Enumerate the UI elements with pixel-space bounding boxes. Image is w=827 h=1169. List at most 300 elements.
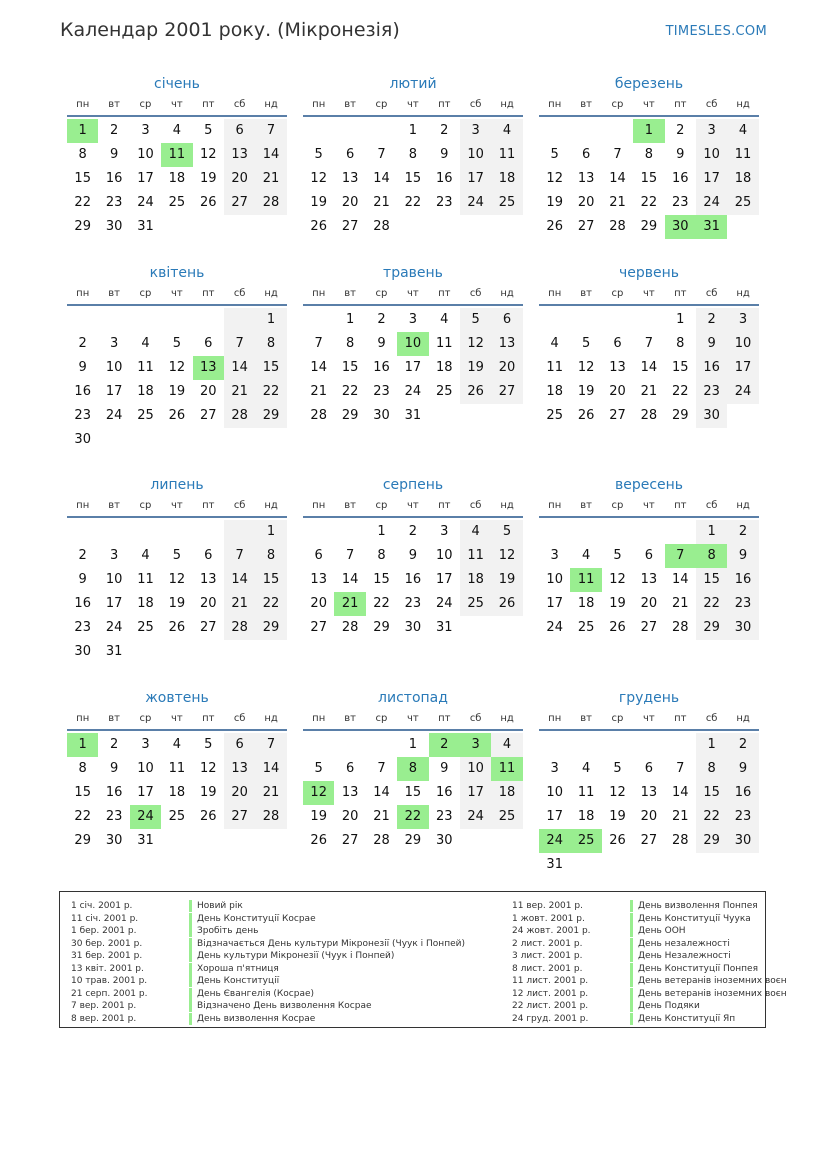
- day-cell[interactable]: 24: [435, 596, 453, 611]
- day-cell[interactable]: 29: [640, 219, 658, 234]
- day-cell[interactable]: 22: [404, 195, 422, 210]
- day-cell[interactable]: 18: [546, 384, 563, 399]
- day-cell[interactable]: 1: [633, 119, 664, 143]
- day-cell[interactable]: 18: [491, 781, 522, 805]
- day-cell[interactable]: 11: [460, 544, 491, 568]
- day-cell[interactable]: 14: [224, 568, 255, 592]
- day-cell[interactable]: 8: [377, 548, 386, 563]
- day-cell[interactable]: 12: [199, 147, 217, 162]
- day-cell[interactable]: 30: [435, 833, 453, 848]
- day-cell[interactable]: 10: [460, 143, 491, 167]
- day-cell[interactable]: 9: [440, 147, 449, 162]
- day-cell[interactable]: 13: [199, 572, 217, 587]
- day-cell[interactable]: 9: [440, 761, 449, 776]
- day-cell[interactable]: 24: [460, 191, 491, 215]
- day-cell[interactable]: 12: [168, 572, 186, 587]
- day-cell[interactable]: 31: [137, 219, 154, 234]
- day-cell[interactable]: 1: [408, 737, 417, 752]
- day-cell[interactable]: 10: [435, 548, 453, 563]
- day-cell[interactable]: 1: [67, 733, 98, 757]
- day-cell[interactable]: 7: [377, 147, 386, 162]
- day-cell[interactable]: 30: [74, 644, 91, 659]
- day-cell[interactable]: 8: [696, 757, 727, 781]
- day-cell[interactable]: 21: [640, 384, 658, 399]
- day-cell[interactable]: 7: [345, 548, 355, 563]
- day-cell[interactable]: 8: [644, 147, 653, 162]
- day-cell[interactable]: 23: [404, 596, 422, 611]
- day-cell[interactable]: 20: [310, 596, 327, 611]
- day-cell[interactable]: 21: [609, 195, 626, 210]
- day-cell[interactable]: 19: [460, 356, 491, 380]
- day-cell[interactable]: 12: [609, 785, 626, 800]
- day-cell[interactable]: 14: [224, 356, 255, 380]
- day-cell[interactable]: 23: [105, 809, 123, 824]
- day-cell[interactable]: 20: [224, 167, 255, 191]
- day-cell[interactable]: 2: [429, 733, 460, 757]
- day-cell[interactable]: 19: [199, 171, 217, 186]
- day-cell[interactable]: 14: [671, 572, 689, 587]
- day-cell[interactable]: 2: [109, 737, 119, 752]
- day-cell[interactable]: 24: [130, 805, 161, 829]
- day-cell[interactable]: 30: [74, 432, 91, 447]
- day-cell[interactable]: 27: [199, 408, 217, 423]
- day-cell[interactable]: 14: [255, 757, 286, 781]
- day-cell[interactable]: 2: [377, 312, 386, 327]
- day-cell[interactable]: 30: [404, 620, 422, 635]
- day-cell[interactable]: 23: [727, 592, 758, 616]
- day-cell[interactable]: 30: [105, 833, 123, 848]
- day-cell[interactable]: 3: [460, 119, 491, 143]
- day-cell[interactable]: 21: [224, 592, 255, 616]
- day-cell[interactable]: 7: [665, 544, 696, 568]
- day-cell[interactable]: 1: [696, 520, 727, 544]
- day-cell[interactable]: 19: [577, 384, 595, 399]
- day-cell[interactable]: 26: [310, 219, 327, 234]
- day-cell[interactable]: 25: [137, 620, 154, 635]
- day-cell[interactable]: 7: [613, 147, 622, 162]
- day-cell[interactable]: 17: [460, 167, 491, 191]
- day-cell[interactable]: 7: [255, 119, 286, 143]
- day-cell[interactable]: 26: [168, 408, 186, 423]
- day-cell[interactable]: 12: [199, 761, 217, 776]
- day-cell[interactable]: 9: [377, 336, 386, 351]
- day-cell[interactable]: 8: [78, 147, 87, 162]
- day-cell[interactable]: 30: [105, 219, 123, 234]
- day-cell[interactable]: 2: [78, 336, 87, 351]
- day-cell[interactable]: 6: [224, 733, 255, 757]
- day-cell[interactable]: 26: [168, 620, 186, 635]
- day-cell[interactable]: 25: [491, 191, 522, 215]
- day-cell[interactable]: 17: [546, 809, 563, 824]
- day-cell[interactable]: 27: [577, 219, 595, 234]
- day-cell[interactable]: 25: [137, 408, 154, 423]
- day-cell[interactable]: 9: [727, 544, 758, 568]
- day-cell[interactable]: 21: [373, 809, 390, 824]
- day-cell[interactable]: 30: [373, 408, 390, 423]
- day-cell[interactable]: 20: [199, 384, 217, 399]
- day-cell[interactable]: 15: [74, 171, 91, 186]
- day-cell[interactable]: 10: [137, 761, 154, 776]
- day-cell[interactable]: 13: [341, 171, 359, 186]
- day-cell[interactable]: 5: [172, 336, 181, 351]
- day-cell[interactable]: 10: [105, 360, 123, 375]
- day-cell[interactable]: 22: [74, 809, 91, 824]
- day-cell[interactable]: 25: [168, 195, 186, 210]
- day-cell[interactable]: 15: [404, 785, 422, 800]
- day-cell[interactable]: 15: [341, 360, 359, 375]
- day-cell[interactable]: 3: [696, 119, 727, 143]
- day-cell[interactable]: 18: [460, 568, 491, 592]
- day-cell[interactable]: 31: [137, 833, 154, 848]
- day-cell[interactable]: 31: [435, 620, 453, 635]
- day-cell[interactable]: 22: [696, 805, 727, 829]
- day-cell[interactable]: 9: [78, 572, 87, 587]
- day-cell[interactable]: 6: [314, 548, 323, 563]
- day-cell[interactable]: 6: [204, 548, 213, 563]
- day-cell[interactable]: 28: [373, 219, 390, 234]
- day-cell[interactable]: 11: [161, 143, 192, 167]
- day-cell[interactable]: 15: [255, 356, 286, 380]
- day-cell[interactable]: 26: [199, 809, 217, 824]
- day-cell[interactable]: 14: [373, 171, 390, 186]
- day-cell[interactable]: 4: [491, 733, 522, 757]
- day-cell[interactable]: 15: [696, 781, 727, 805]
- day-cell[interactable]: 28: [671, 620, 689, 635]
- day-cell[interactable]: 13: [609, 360, 626, 375]
- day-cell[interactable]: 23: [435, 809, 453, 824]
- day-cell[interactable]: 7: [377, 761, 386, 776]
- day-cell[interactable]: 14: [671, 785, 689, 800]
- day-cell[interactable]: 6: [345, 761, 355, 776]
- day-cell[interactable]: 4: [141, 336, 150, 351]
- day-cell[interactable]: 23: [373, 384, 390, 399]
- day-cell[interactable]: 6: [613, 336, 622, 351]
- day-cell[interactable]: 29: [74, 833, 91, 848]
- day-cell[interactable]: 2: [109, 123, 119, 138]
- day-cell[interactable]: 13: [640, 785, 658, 800]
- day-cell[interactable]: 13: [224, 143, 255, 167]
- day-cell[interactable]: 9: [676, 147, 685, 162]
- day-cell[interactable]: 16: [435, 171, 453, 186]
- day-cell[interactable]: 4: [550, 336, 559, 351]
- day-cell[interactable]: 2: [696, 308, 727, 332]
- day-cell[interactable]: 13: [341, 785, 359, 800]
- day-cell[interactable]: 28: [341, 620, 359, 635]
- day-cell[interactable]: 23: [696, 380, 727, 404]
- day-cell[interactable]: 9: [727, 757, 758, 781]
- day-cell[interactable]: 8: [255, 544, 286, 568]
- day-cell[interactable]: 13: [491, 332, 522, 356]
- day-cell[interactable]: 2: [440, 123, 449, 138]
- day-cell[interactable]: 22: [255, 380, 286, 404]
- day-cell[interactable]: 22: [341, 384, 359, 399]
- day-cell[interactable]: 10: [137, 147, 154, 162]
- day-cell[interactable]: 19: [310, 195, 327, 210]
- day-cell[interactable]: 26: [609, 620, 626, 635]
- day-cell[interactable]: 1: [696, 733, 727, 757]
- day-cell[interactable]: 10: [546, 785, 563, 800]
- day-cell[interactable]: 8: [696, 544, 727, 568]
- day-cell[interactable]: 29: [255, 616, 286, 640]
- day-cell[interactable]: 22: [74, 195, 91, 210]
- day-cell[interactable]: 1: [408, 123, 417, 138]
- day-cell[interactable]: 9: [109, 147, 119, 162]
- day-cell[interactable]: 13: [224, 757, 255, 781]
- day-cell[interactable]: 19: [609, 596, 626, 611]
- day-cell[interactable]: 21: [671, 809, 689, 824]
- day-cell[interactable]: 17: [105, 384, 123, 399]
- day-cell[interactable]: 16: [671, 171, 689, 186]
- day-cell[interactable]: 8: [397, 757, 428, 781]
- day-cell[interactable]: 25: [491, 805, 522, 829]
- day-cell[interactable]: 8: [408, 147, 417, 162]
- day-cell[interactable]: 30: [727, 829, 758, 853]
- day-cell[interactable]: 24: [546, 620, 563, 635]
- day-cell[interactable]: 27: [199, 620, 217, 635]
- day-cell[interactable]: 29: [404, 833, 422, 848]
- day-cell[interactable]: 21: [373, 195, 390, 210]
- day-cell[interactable]: 27: [310, 620, 327, 635]
- day-cell[interactable]: 5: [613, 761, 622, 776]
- day-cell[interactable]: 11: [137, 572, 154, 587]
- day-cell[interactable]: 21: [255, 781, 286, 805]
- day-cell[interactable]: 1: [676, 312, 685, 327]
- day-cell[interactable]: 3: [141, 123, 150, 138]
- day-cell[interactable]: 18: [491, 167, 522, 191]
- day-cell[interactable]: 24: [460, 805, 491, 829]
- day-cell[interactable]: 15: [404, 171, 422, 186]
- day-cell[interactable]: 9: [408, 548, 417, 563]
- day-cell[interactable]: 8: [255, 332, 286, 356]
- day-cell[interactable]: 1: [255, 308, 286, 332]
- day-cell[interactable]: 5: [581, 336, 591, 351]
- day-cell[interactable]: 3: [550, 548, 559, 563]
- day-cell[interactable]: 10: [696, 143, 727, 167]
- day-cell[interactable]: 2: [78, 548, 87, 563]
- day-cell[interactable]: 3: [408, 312, 417, 327]
- day-cell[interactable]: 31: [105, 644, 123, 659]
- day-cell[interactable]: 28: [255, 191, 286, 215]
- day-cell[interactable]: 21: [671, 596, 689, 611]
- day-cell[interactable]: 17: [696, 167, 727, 191]
- day-cell[interactable]: 28: [671, 833, 689, 848]
- day-cell[interactable]: 9: [696, 332, 727, 356]
- day-cell[interactable]: 15: [696, 568, 727, 592]
- day-cell[interactable]: 9: [78, 360, 87, 375]
- day-cell[interactable]: 10: [397, 332, 428, 356]
- day-cell[interactable]: 19: [546, 195, 563, 210]
- day-cell[interactable]: 4: [141, 548, 150, 563]
- day-cell[interactable]: 18: [168, 171, 186, 186]
- day-cell[interactable]: 15: [640, 171, 658, 186]
- day-cell[interactable]: 18: [168, 785, 186, 800]
- day-cell[interactable]: 31: [696, 215, 727, 239]
- day-cell[interactable]: 17: [727, 356, 758, 380]
- day-cell[interactable]: 6: [224, 119, 255, 143]
- day-cell[interactable]: 12: [546, 171, 563, 186]
- day-cell[interactable]: 21: [310, 384, 327, 399]
- day-cell[interactable]: 28: [609, 219, 626, 234]
- day-cell[interactable]: 7: [255, 733, 286, 757]
- day-cell[interactable]: 11: [435, 336, 453, 351]
- day-cell[interactable]: 11: [577, 785, 595, 800]
- day-cell[interactable]: 14: [255, 143, 286, 167]
- day-cell[interactable]: 6: [345, 147, 355, 162]
- day-cell[interactable]: 4: [581, 548, 591, 563]
- day-cell[interactable]: 6: [644, 761, 653, 776]
- day-cell[interactable]: 7: [676, 761, 685, 776]
- day-cell[interactable]: 23: [435, 195, 453, 210]
- day-cell[interactable]: 4: [172, 737, 181, 752]
- day-cell[interactable]: 27: [341, 833, 359, 848]
- day-cell[interactable]: 26: [491, 592, 522, 616]
- day-cell[interactable]: 18: [137, 384, 154, 399]
- day-cell[interactable]: 19: [199, 785, 217, 800]
- day-cell[interactable]: 25: [460, 592, 491, 616]
- day-cell[interactable]: 2: [676, 123, 685, 138]
- day-cell[interactable]: 17: [137, 785, 154, 800]
- day-cell[interactable]: 20: [341, 195, 359, 210]
- day-cell[interactable]: 8: [78, 761, 87, 776]
- day-cell[interactable]: 28: [224, 616, 255, 640]
- day-cell[interactable]: 26: [609, 833, 626, 848]
- day-cell[interactable]: 20: [640, 596, 658, 611]
- day-cell[interactable]: 20: [577, 195, 595, 210]
- day-cell[interactable]: 23: [74, 408, 91, 423]
- day-cell[interactable]: 26: [310, 833, 327, 848]
- day-cell[interactable]: 24: [137, 195, 154, 210]
- day-cell[interactable]: 23: [727, 805, 758, 829]
- day-cell[interactable]: 23: [671, 195, 689, 210]
- day-cell[interactable]: 28: [310, 408, 327, 423]
- day-cell[interactable]: 12: [310, 171, 327, 186]
- day-cell[interactable]: 30: [696, 404, 727, 428]
- day-cell[interactable]: 3: [440, 524, 449, 539]
- brand-link[interactable]: TIMESLES.COM: [665, 24, 767, 39]
- day-cell[interactable]: 21: [224, 380, 255, 404]
- day-cell[interactable]: 25: [727, 191, 758, 215]
- day-cell[interactable]: 7: [224, 544, 255, 568]
- day-cell[interactable]: 22: [671, 384, 689, 399]
- day-cell[interactable]: 29: [341, 408, 359, 423]
- day-cell[interactable]: 8: [345, 336, 355, 351]
- day-cell[interactable]: 3: [109, 336, 119, 351]
- day-cell[interactable]: 16: [404, 572, 422, 587]
- day-cell[interactable]: 9: [109, 761, 119, 776]
- day-cell[interactable]: 1: [67, 119, 98, 143]
- day-cell[interactable]: 5: [613, 548, 622, 563]
- day-cell[interactable]: 27: [224, 805, 255, 829]
- day-cell[interactable]: 12: [491, 544, 522, 568]
- day-cell[interactable]: 16: [727, 781, 758, 805]
- day-cell[interactable]: 13: [193, 356, 224, 380]
- day-cell[interactable]: 2: [727, 733, 758, 757]
- day-cell[interactable]: 25: [570, 829, 601, 853]
- day-cell[interactable]: 4: [460, 520, 491, 544]
- day-cell[interactable]: 29: [74, 219, 91, 234]
- day-cell[interactable]: 26: [577, 408, 595, 423]
- day-cell[interactable]: 1: [255, 520, 286, 544]
- day-cell[interactable]: 12: [168, 360, 186, 375]
- day-cell[interactable]: 16: [74, 384, 91, 399]
- day-cell[interactable]: 25: [577, 620, 595, 635]
- day-cell[interactable]: 19: [168, 596, 186, 611]
- day-cell[interactable]: 30: [665, 215, 696, 239]
- day-cell[interactable]: 28: [224, 404, 255, 428]
- day-cell[interactable]: 24: [404, 384, 422, 399]
- day-cell[interactable]: 17: [546, 596, 563, 611]
- day-cell[interactable]: 16: [105, 785, 123, 800]
- day-cell[interactable]: 16: [696, 356, 727, 380]
- day-cell[interactable]: 2: [727, 520, 758, 544]
- day-cell[interactable]: 1: [377, 524, 386, 539]
- day-cell[interactable]: 16: [373, 360, 390, 375]
- day-cell[interactable]: 5: [491, 520, 522, 544]
- day-cell[interactable]: 15: [74, 785, 91, 800]
- day-cell[interactable]: 5: [314, 147, 323, 162]
- day-cell[interactable]: 18: [577, 596, 595, 611]
- day-cell[interactable]: 29: [373, 620, 390, 635]
- day-cell[interactable]: 27: [640, 833, 658, 848]
- day-cell[interactable]: 21: [255, 167, 286, 191]
- day-cell[interactable]: 5: [204, 123, 213, 138]
- day-cell[interactable]: 17: [404, 360, 422, 375]
- day-cell[interactable]: 10: [727, 332, 758, 356]
- day-cell[interactable]: 4: [440, 312, 449, 327]
- day-cell[interactable]: 15: [671, 360, 689, 375]
- day-cell[interactable]: 19: [609, 809, 626, 824]
- day-cell[interactable]: 29: [671, 408, 689, 423]
- day-cell[interactable]: 14: [609, 171, 626, 186]
- day-cell[interactable]: 11: [168, 761, 186, 776]
- day-cell[interactable]: 5: [204, 737, 213, 752]
- day-cell[interactable]: 20: [224, 781, 255, 805]
- day-cell[interactable]: 24: [105, 620, 123, 635]
- day-cell[interactable]: 25: [546, 408, 563, 423]
- day-cell[interactable]: 16: [105, 171, 123, 186]
- day-cell[interactable]: 17: [105, 596, 123, 611]
- day-cell[interactable]: 22: [696, 592, 727, 616]
- day-cell[interactable]: 15: [255, 568, 286, 592]
- day-cell[interactable]: 15: [373, 572, 390, 587]
- day-cell[interactable]: 4: [491, 119, 522, 143]
- day-cell[interactable]: 27: [491, 380, 522, 404]
- day-cell[interactable]: 6: [204, 336, 213, 351]
- day-cell[interactable]: 3: [550, 761, 559, 776]
- day-cell[interactable]: 26: [199, 195, 217, 210]
- day-cell[interactable]: 28: [373, 833, 390, 848]
- day-cell[interactable]: 4: [727, 119, 758, 143]
- day-cell[interactable]: 27: [609, 408, 626, 423]
- day-cell[interactable]: 12: [609, 572, 626, 587]
- day-cell[interactable]: 26: [460, 380, 491, 404]
- day-cell[interactable]: 18: [727, 167, 758, 191]
- day-cell[interactable]: 2: [408, 524, 417, 539]
- day-cell[interactable]: 11: [137, 360, 154, 375]
- day-cell[interactable]: 11: [727, 143, 758, 167]
- day-cell[interactable]: 7: [314, 336, 323, 351]
- day-cell[interactable]: 27: [224, 191, 255, 215]
- day-cell[interactable]: 19: [310, 809, 327, 824]
- day-cell[interactable]: 19: [491, 568, 522, 592]
- day-cell[interactable]: 22: [255, 592, 286, 616]
- day-cell[interactable]: 17: [460, 781, 491, 805]
- day-cell[interactable]: 21: [334, 592, 365, 616]
- day-cell[interactable]: 23: [74, 620, 91, 635]
- day-cell[interactable]: 10: [546, 572, 563, 587]
- day-cell[interactable]: 3: [727, 308, 758, 332]
- day-cell[interactable]: 6: [644, 548, 653, 563]
